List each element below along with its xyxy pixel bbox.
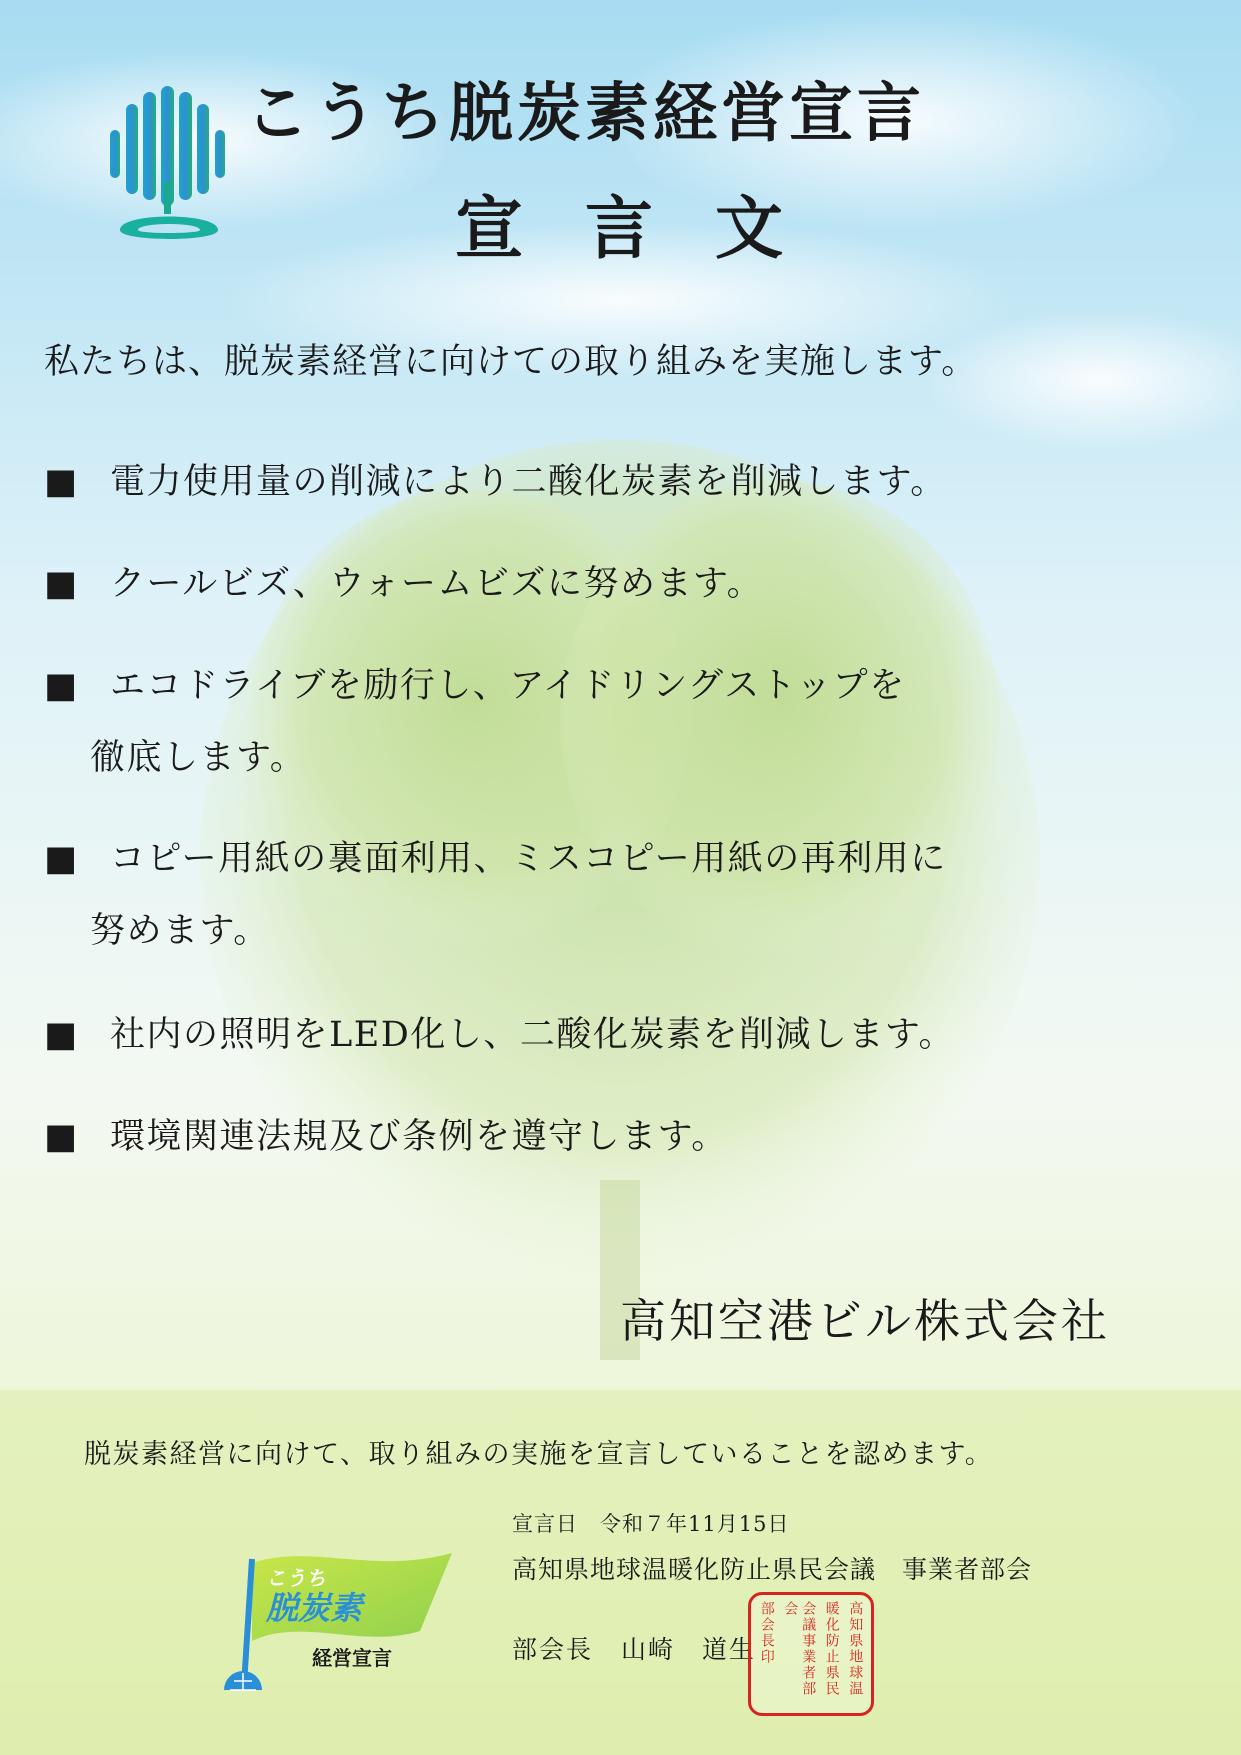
seal-text: 高知県地球温 (847, 1601, 864, 1697)
pledge-item (44, 446, 947, 518)
pledge-text: エコドライブを励行し、アイドリングストップを (110, 666, 906, 706)
pledge-text: 電力使用量の削減により二酸化炭素を削減します。 (110, 462, 947, 502)
pledge-text: クールビズ、ウォームビズに努めます。 (110, 564, 764, 604)
intro-statement: 私たちは、脱炭素経営に向けての取り組みを実施します。 (44, 342, 978, 382)
page-title: こうち脱炭素経営宣言 (245, 76, 925, 151)
kochi-decarbonization-flag-logo (222, 1545, 462, 1695)
bullet-square-icon: ■ (44, 666, 79, 706)
flag-logo-text: 経営宣言 (312, 1648, 392, 1670)
bullet-square-icon: ■ (44, 1117, 79, 1157)
bullet-square-icon: ■ (44, 462, 79, 502)
pledge-text-continued: 徹底します。 (90, 738, 307, 778)
official-seal-stamp (748, 1592, 874, 1716)
certification-statement: 脱炭素経営に向けて、取り組みの実施を宣言していることを認めます。 (84, 1439, 994, 1470)
company-name: 高知空港ビル株式会社 (620, 1294, 1110, 1348)
pledge-text: 環境関連法規及び条例を遵守します。 (110, 1117, 728, 1157)
pledge-item (44, 823, 947, 967)
declaration-date: 宣言日 令和７年11月15日 (512, 1512, 790, 1536)
seal-text: 暖化防止県民 (823, 1601, 840, 1697)
flag-logo-text: 脱炭素 (266, 1590, 363, 1626)
pledge-item (44, 650, 906, 794)
bullet-square-icon: ■ (44, 1015, 79, 1055)
pledge-item (44, 548, 763, 620)
pledge-text: コピー用紙の裏面利用、ミスコピー用紙の再利用に (110, 839, 947, 879)
flag-logo-text: こうち (266, 1568, 326, 1590)
declaration-tree-logo (108, 82, 238, 252)
chair-name: 山崎 道生 (621, 1635, 757, 1664)
page-subtitle: 宣言文 (455, 189, 846, 269)
bullet-square-icon: ■ (44, 564, 79, 604)
pledge-item (44, 1101, 728, 1173)
chair-title: 部会長 (512, 1635, 594, 1664)
council-name: 高知県地球温暖化防止県民会議 事業者部会 (512, 1555, 1033, 1584)
bullet-square-icon: ■ (44, 839, 79, 879)
pledge-item (44, 999, 955, 1071)
chair-signature (512, 1630, 784, 1666)
seal-text: 会議事業者部会 (782, 1601, 817, 1697)
pledge-text: 社内の照明をLED化し、二酸化炭素を削減します。 (110, 1015, 956, 1055)
seal-text: 部会長印 (758, 1601, 775, 1665)
pledge-text-continued: 努めます。 (90, 911, 270, 951)
